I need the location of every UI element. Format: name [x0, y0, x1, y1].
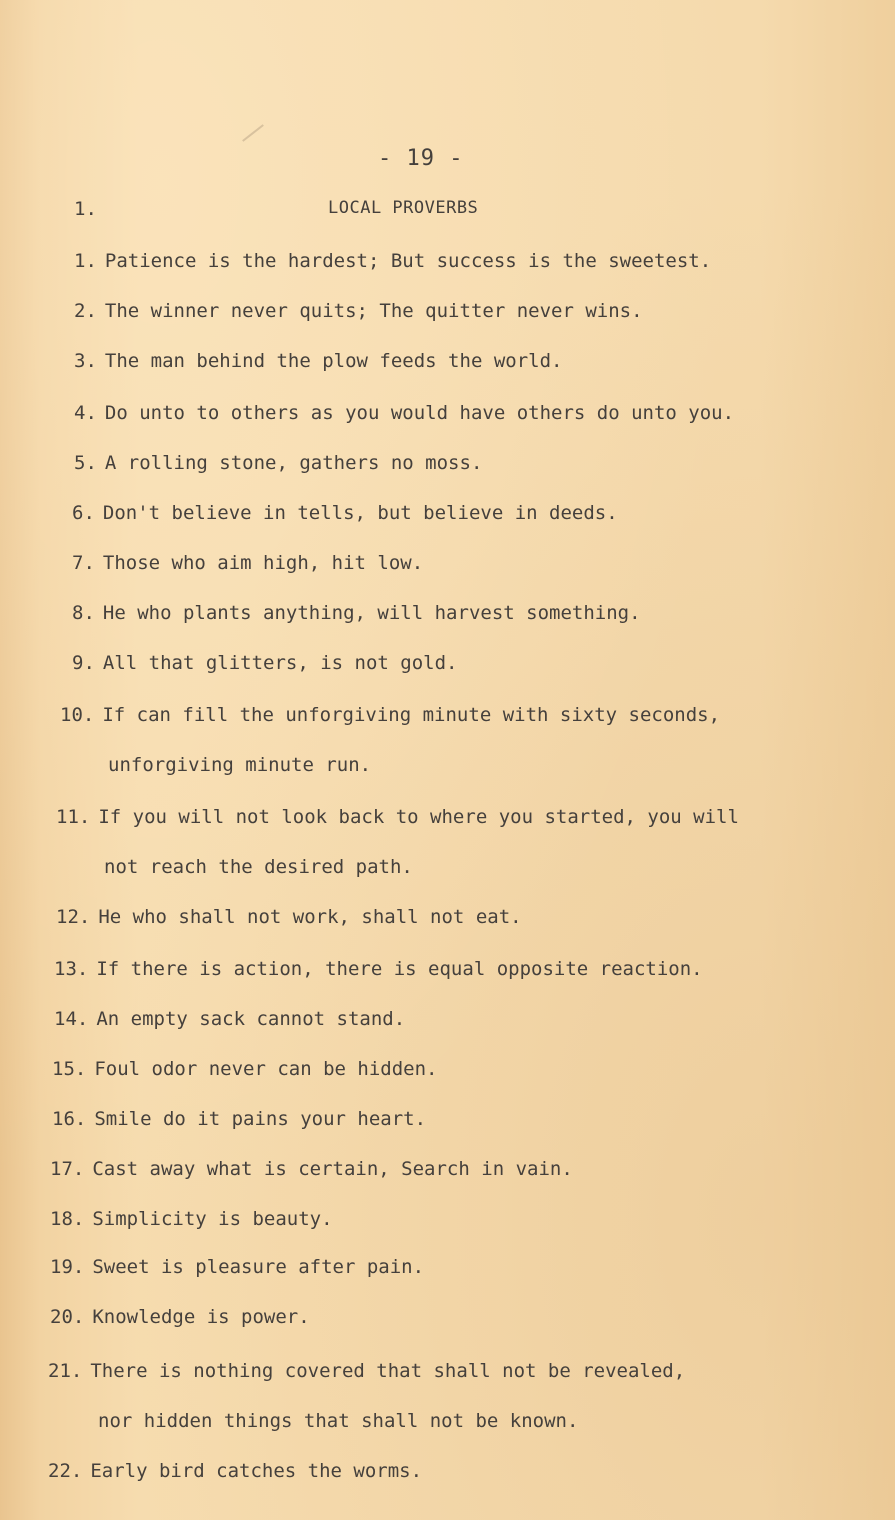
- pencil-mark: [242, 124, 264, 142]
- proverb-text: Knowledge is power.: [92, 1306, 310, 1328]
- proverb-number: 8.: [72, 602, 95, 624]
- proverb-text: A rolling stone, gathers no moss.: [104, 452, 483, 474]
- proverb-text: Don't believe in tells, but believe in deeds.: [102, 502, 618, 524]
- proverb-number: 19.: [50, 1256, 85, 1278]
- proverb-11-continuation: not reach the desired path.: [104, 856, 413, 878]
- proverb-10: [60, 704, 720, 726]
- proverb-6: [72, 502, 618, 524]
- proverb-text: Patience is the hardest; But success is the sweetest.: [104, 250, 712, 272]
- proverb-text: All that glitters, is not gold.: [102, 652, 458, 674]
- proverb-text: The winner never quits; The quitter never wins.: [104, 300, 643, 322]
- proverb-text: He who shall not work, shall not eat.: [98, 906, 522, 928]
- proverb-1: [74, 250, 711, 272]
- proverb-16: [52, 1108, 426, 1130]
- proverb-number: 7.: [72, 552, 95, 574]
- proverb-number: 17.: [50, 1158, 85, 1180]
- proverb-text: If there is action, there is equal opposite reaction.: [96, 958, 703, 980]
- proverb-text: Do unto to others as you would have others do unto you.: [104, 402, 735, 424]
- proverb-19: [50, 1256, 424, 1278]
- proverb-text: Smile do it pains your heart.: [94, 1108, 427, 1130]
- proverb-3: [74, 350, 562, 372]
- proverb-number: 18.: [50, 1208, 85, 1230]
- proverb-17: [50, 1158, 573, 1180]
- proverb-text: Cast away what is certain, Search in vain.: [92, 1158, 573, 1180]
- proverb-8: [72, 602, 641, 624]
- proverb-text: Simplicity is beauty.: [92, 1208, 333, 1230]
- proverb-number: 1.: [74, 250, 97, 272]
- proverb-number: 10.: [60, 704, 95, 726]
- proverb-12: [56, 906, 522, 928]
- proverb-18: [50, 1208, 333, 1230]
- proverb-10-continuation: unforgiving minute run.: [108, 754, 372, 776]
- page-number: - 19 -: [378, 146, 464, 171]
- proverb-text: Those who aim high, hit low.: [102, 552, 424, 574]
- section-number: 1.: [74, 198, 97, 220]
- proverb-15: [52, 1058, 438, 1080]
- proverb-text: If can fill the unforgiving minute with sixty seconds,: [102, 704, 721, 726]
- proverb-number: 13.: [54, 958, 89, 980]
- section-title: LOCAL PROVERBS: [328, 198, 479, 218]
- proverb-number: 4.: [74, 402, 97, 424]
- proverb-text: He who plants anything, will harvest something.: [102, 602, 641, 624]
- proverb-number: 6.: [72, 502, 95, 524]
- proverb-number: 5.: [74, 452, 97, 474]
- proverb-7: [72, 552, 423, 574]
- proverb-22: [48, 1460, 422, 1482]
- proverb-21: [48, 1360, 685, 1382]
- proverb-number: 15.: [52, 1058, 87, 1080]
- proverb-number: 9.: [72, 652, 95, 674]
- proverb-text: Sweet is pleasure after pain.: [92, 1256, 425, 1278]
- proverb-text: Foul odor never can be hidden.: [94, 1058, 438, 1080]
- proverb-13: [54, 958, 703, 980]
- proverb-number: 3.: [74, 350, 97, 372]
- proverb-number: 21.: [48, 1360, 83, 1382]
- proverb-11: [56, 806, 739, 828]
- proverb-14: [54, 1008, 405, 1030]
- proverb-9: [72, 652, 458, 674]
- proverb-number: 14.: [54, 1008, 89, 1030]
- proverb-number: 16.: [52, 1108, 87, 1130]
- proverb-number: 20.: [50, 1306, 85, 1328]
- proverb-text: There is nothing covered that shall not be revealed,: [90, 1360, 686, 1382]
- proverb-text: The man behind the plow feeds the world.: [104, 350, 563, 372]
- proverb-number: 22.: [48, 1460, 83, 1482]
- proverb-4: [74, 402, 734, 424]
- proverb-5: [74, 452, 482, 474]
- proverb-number: 12.: [56, 906, 91, 928]
- proverb-text: If you will not look back to where you started, you will: [98, 806, 739, 828]
- proverb-21-continuation: nor hidden things that shall not be known.: [98, 1410, 579, 1432]
- proverb-number: 2.: [74, 300, 97, 322]
- proverb-text: Early bird catches the worms.: [90, 1460, 423, 1482]
- proverb-number: 11.: [56, 806, 91, 828]
- proverb-2: [74, 300, 643, 322]
- proverb-20: [50, 1306, 310, 1328]
- proverb-text: An empty sack cannot stand.: [96, 1008, 406, 1030]
